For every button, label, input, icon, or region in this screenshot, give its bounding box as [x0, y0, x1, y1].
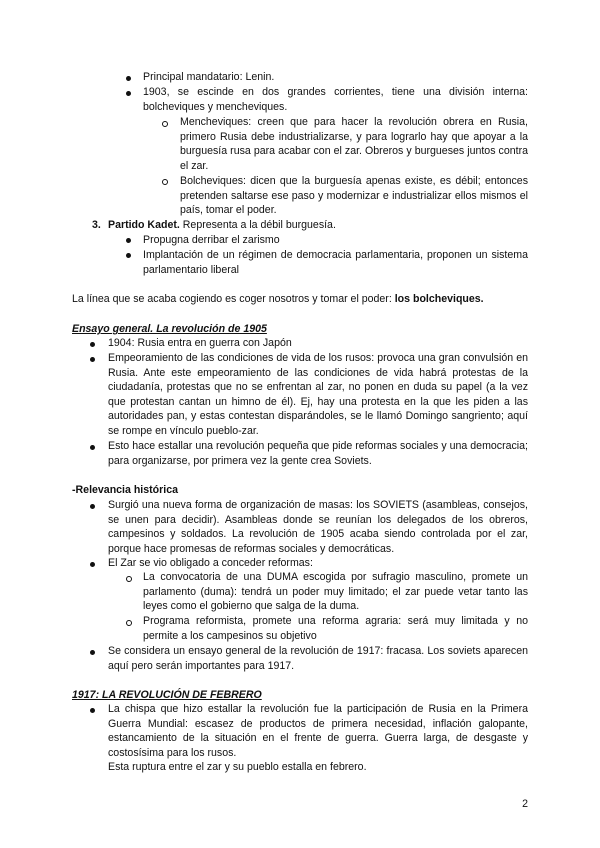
list-item-kadet: [108, 218, 528, 233]
list-item-zar-reformas: El Zar se vio obligado a conceder reformas:: [108, 557, 313, 569]
bullet-circle: [126, 620, 132, 626]
list-item-chispa-continuation: Esta ruptura entre el zar y su pueblo estalla en febrero.: [108, 761, 367, 773]
conclusion-text: La línea que se acaba cogiendo es coger nosotros y tomar el poder:: [72, 293, 395, 305]
heading-1917: 1917: LA REVOLUCIÓN DE FEBRERO: [72, 689, 262, 701]
bullet-circle: [162, 179, 168, 185]
list-item-mandatario: Principal mandatario: Lenin.: [143, 71, 275, 83]
list-item-1904: 1904: Rusia entra en guerra con Japón: [108, 337, 292, 349]
bullet-dot: [90, 708, 95, 713]
conclusion-bold: los bolcheviques.: [394, 293, 484, 305]
list-item-kadet-derribar: Propugna derribar el zarismo: [143, 234, 280, 246]
page-number: 2: [522, 798, 528, 810]
list-item-bolcheviques: Bolcheviques: dicen que la burguesía apenas existe, es débil; entonces pretenden saltarse ese paso y modernizar e industrializar ellos mismos el país, tomar el poder.: [180, 175, 528, 217]
bullet-circle: [126, 576, 132, 582]
bullet-dot: [90, 342, 95, 347]
list-item-soviets-1905: Esto hace estallar una revolución pequeña que pide reformas sociales y una democracia; para organizarse, por primera vez la gente crea Soviets.: [108, 440, 528, 467]
conclusion-paragraph: [72, 292, 528, 307]
bullet-dot: [126, 253, 131, 258]
bullet-dot: [90, 357, 95, 362]
list-item-surgio: Surgió una nueva forma de organización de masas: los SOVIETS (asambleas, consejos, se unen para decidir). Asambleas donde se reunían los delegados de los obreros, campesinos y soldados. La revolución de 1905 acaba siendo controlada por el zar, porque hace promesas de reformas sociales y democráticas.: [108, 499, 528, 555]
bullet-circle: [162, 121, 168, 127]
kadet-text: Representa a la débil burguesía.: [179, 219, 336, 231]
bullet-dot: [90, 504, 95, 509]
list-item-chispa: La chispa que hizo estallar la revolución fue la participación de Rusia en la Primera Guerra Mundial: escasez de productos de primera necesidad, inflación galopante, estancamiento de la situación en el frente de guerra. Guerra larga, de desgaste y costosísima para los rusos.: [108, 703, 528, 759]
bullet-dot: [126, 76, 131, 81]
bullet-dot: [90, 650, 95, 655]
bullet-dot: [90, 562, 95, 567]
heading-relevancia: -Relevancia histórica: [72, 484, 178, 496]
list-item-mencheviques: Mencheviques: creen que para hacer la revolución obrera en Rusia, primero Rusia debe industrializarse, y para lograrlo hay que apoyar a la burguesía rusa para acabar con el zar. Obreros y burgueses juntos contra el zar.: [180, 116, 528, 172]
list-item-kadet-democracia: Implantación de un régimen de democracia parlamentaria, proponen un sistema parlamentario liberal: [143, 249, 528, 276]
list-item-programa: Programa reformista, promete una reforma agraria: será muy limitada y no permite a los campesinos su objetivo: [143, 615, 528, 642]
bullet-dot: [90, 445, 95, 450]
bullet-dot: [126, 238, 131, 243]
kadet-title: Partido Kadet.: [108, 219, 180, 231]
list-number-kadet: 3.: [92, 219, 101, 231]
list-item-duma: La convocatoria de una DUMA escogida por sufragio masculino, promete un parlamento (duma): tendrá un poder muy limitado; el zar puede vetar tanto las leyes como el gobierno que salga de la duma.: [143, 571, 528, 613]
heading-1905: Ensayo general. La revolución de 1905: [72, 323, 267, 335]
bullet-dot: [126, 91, 131, 96]
list-item-ensayo: Se considera un ensayo general de la revolución de 1917: fracasa. Los soviets aparecen aquí pero serán importantes para 1917.: [108, 645, 528, 672]
list-item-empeoramiento: Empeoramiento de las condiciones de vida de los rusos: provoca una gran convulsión en Rusia. Ante este empeoramiento de las condiciones de vida habrá protestas de la ciudadanía, protestas que no se enfrentan al zar, no ponen en duda su papel (a la vez que protestan cantan un himno de él). Ej, hay una protesta en la que les piden a las autoridades pan, y estas contestan disparándoles, se le llamó Domingo sangriento; aquí se rompe en vínculo pueblo-zar.: [108, 352, 528, 437]
list-item-escision: 1903, se escinde en dos grandes corrientes, tiene una división interna: bolcheviques y mencheviques.: [143, 86, 528, 113]
